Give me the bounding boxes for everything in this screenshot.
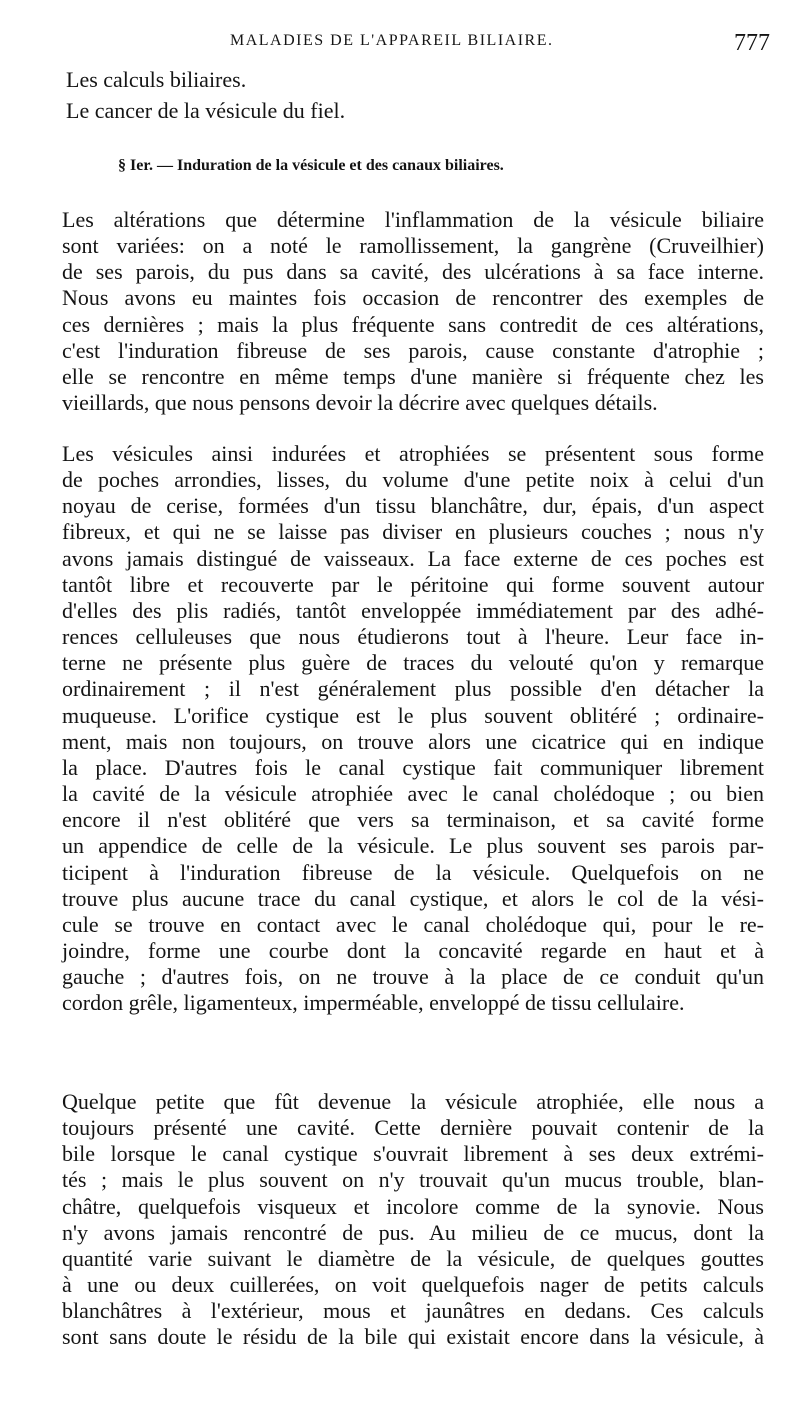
paragraph [62,207,764,416]
text-line: cule se trouve en contact avec le canal cholédoque qui, pour le re- [62,911,764,937]
text-line: blanchâtres à l'extérieur, mous et jaunâtres en dedans. Ces calculs [62,1298,764,1324]
page-number: 777 [734,30,770,56]
text-line: tantôt libre et recouverte par le péritoine qui forme souvent autour [62,571,764,597]
text-line: Les altérations que détermine l'inflammation de la vésicule biliaire [62,207,764,232]
text-line: Nous avons eu maintes fois occasion de rencontrer des exemples de [62,285,764,311]
list-item: Les calculs biliaires. [66,67,247,92]
text-line: muqueuse. L'orifice cystique est le plus souvent oblitéré ; ordinaire- [62,702,764,728]
text-line: d'elles des plis radiés, tantôt enveloppée immédiatement par des adhé- [62,597,764,623]
text-line: toujours présenté une cavité. Cette dernière pouvait contenir de la [62,1115,764,1141]
text-line: encore il n'est oblitéré que vers sa terminaison, et sa cavité forme [62,807,764,833]
text-line: trouve plus aucune trace du canal cystique, et alors le col de la vési- [62,885,764,911]
text-line: la cavité de la vésicule atrophiée avec le canal cholédoque ; ou bien [62,781,764,807]
text-line: Les vésicules ainsi indurées et atrophiées se présentent sous forme [62,441,764,466]
text-line: ces dernières ; mais la plus fréquente sans contredit de ces altérations, [62,311,764,337]
text-line: joindre, forme une courbe dont la concavité regarde en haut et à [62,937,764,963]
text-line: la place. D'autres fois le canal cystique fait communiquer librement [62,754,764,780]
text-line: bile lorsque le canal cystique s'ouvrait librement à ses deux extrémi- [62,1141,764,1167]
running-head: MALADIES DE L'APPAREIL BILIAIRE. [230,32,554,49]
text-line: ment, mais non toujours, on trouve alors une cicatrice qui en indique [62,728,764,754]
text-line: ordinairement ; il n'est généralement plus possible d'en détacher la [62,676,764,702]
text-line: Quelque petite que fût devenue la vésicule atrophiée, elle nous a [62,1089,764,1114]
text-line: sont variées: on a noté le ramollissement, la gangrène (Cruveilhier) [62,233,764,259]
text-line: quantité varie suivant le diamètre de la vésicule, de quelques gouttes [62,1245,764,1271]
text-line: gauche ; d'autres fois, on ne trouve à la place de ce conduit qu'un [62,964,764,990]
text-line: fibreux, et qui ne se laisse pas diviser en plusieurs couches ; nous n'y [62,519,764,545]
text-line: vieillards, que nous pensons devoir la décrire avec quelques détails. [62,390,658,416]
text-line: de poches arrondies, lisses, du volume d'une petite noix à celui d'un [62,467,764,493]
text-line: un appendice de celle de la vésicule. Le plus souvent ses parois par- [62,833,764,859]
text-line: elle se rencontre en même temps d'une manière si fréquente chez les [62,363,764,389]
paragraph [62,1089,764,1351]
text-line: de ses parois, du pus dans sa cavité, des ulcérations à sa face interne. [62,259,764,285]
text-line: rences celluleuses que nous étudierons tout à l'heure. Leur face in- [62,624,764,650]
text-line: n'y avons jamais rencontré de pus. Au milieu de ce mucus, dont la [62,1219,764,1245]
text-line: terne ne présente plus guère de traces du velouté qu'on y remarque [62,650,764,676]
text-line: noyau de cerise, formées d'un tissu blanchâtre, dur, épais, d'un aspect [62,493,764,519]
text-line: tés ; mais le plus souvent on n'y trouvait qu'un mucus trouble, blan- [62,1167,764,1193]
text-line: sont sans doute le résidu de la bile qui existait encore dans la vésicule, à [62,1324,764,1350]
paragraph [62,441,764,1016]
list-item: Le cancer de la vésicule du fiel. [66,98,346,123]
text-line: à une ou deux cuillerées, on voit quelquefois nager de petits calculs [62,1272,764,1298]
text-line: c'est l'induration fibreuse de ses parois, cause constante d'atrophie ; [62,337,764,363]
text-line: cordon grêle, ligamenteux, imperméable, enveloppé de tissu cellulaire. [62,990,685,1016]
text-line: avons jamais distingué de vaisseaux. La face externe de ces poches est [62,545,764,571]
text-line: ticipent à l'induration fibreuse de la vésicule. Quelquefois on ne [62,859,764,885]
text-line: châtre, quelquefois visqueux et incolore comme de la synovie. Nous [62,1193,764,1219]
page-header [0,30,800,60]
section-heading: § Ier. — Induration de la vésicule et des canaux biliaires. [118,157,504,174]
